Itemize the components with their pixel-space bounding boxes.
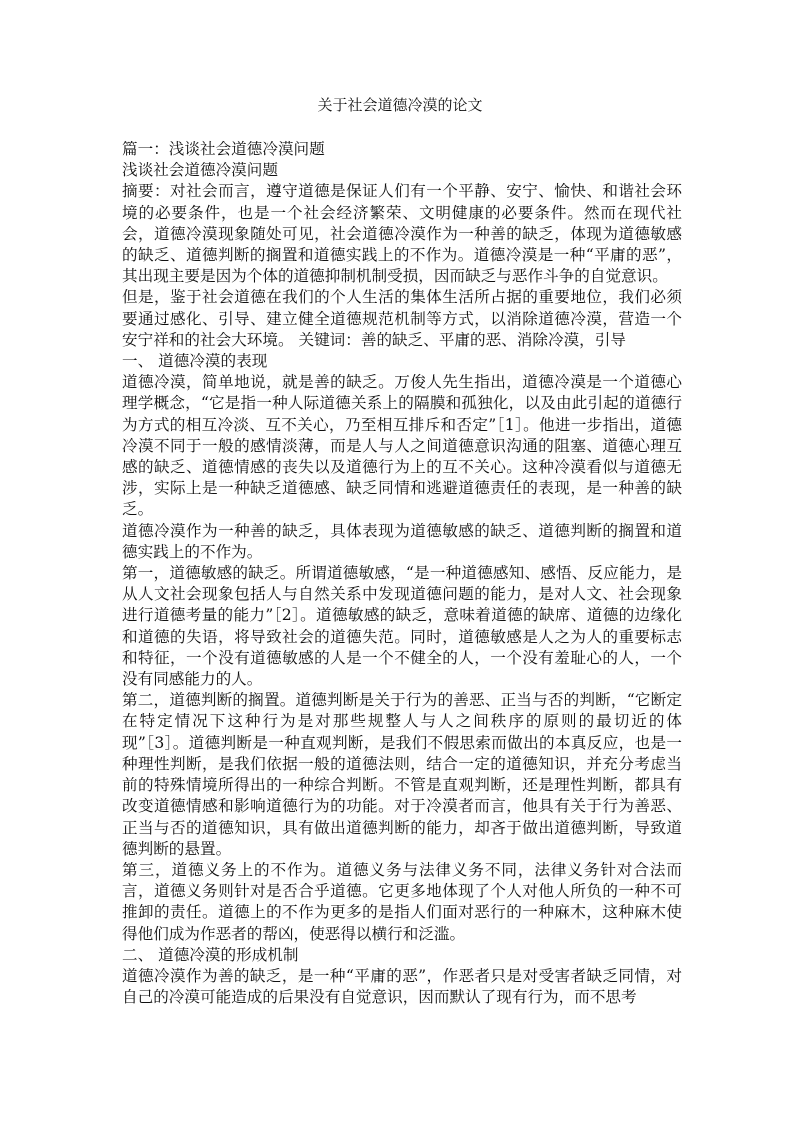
body-paragraph: 第一，道德敏感的缺乏。所谓道德敏感，“是一种道德感知、感悟、反应能力，是从人文社会现象包括人与自然关系中发现道德问题的能力，是对人文、社会现象进行道德考量的能力”［2］。道德敏感的缺乏，意味着道德的缺席、道德的边缘化和道德的失语，将导致社会的道德失范。同时，道德敏感是人之为人的重要标志和特征，一个没有道德敏感的人是一个不健全的人，一个没有羞耻心的人，一个没有同感能力的人。 [122, 564, 682, 689]
body-paragraph: 道德冷漠作为善的缺乏，是一种“平庸的恶”，作恶者只是对受害者缺乏同情，对自己的冷漠可能造成的后果没有自觉意识，因而默认了现有行为，而不思考 [122, 966, 682, 1007]
keywords-paragraph: 但是，鉴于社会道德在我们的个人生活的集体生活所占据的重要地位，我们必须要通过感化、引导、建立健全道德规范机制等方式，以消除道德冷漠，营造一个安宁祥和的社会大环境。 关键词：善的缺乏、平庸的恶、消除冷漠，引导 [122, 288, 682, 349]
article-heading: 浅谈社会道德冷漠问题 [122, 161, 278, 180]
body-paragraph: 道德冷漠作为一种善的缺乏，具体表现为道德敏感的缺乏、道德判断的搁置和道德实践上的不作为。 [122, 521, 682, 561]
section-heading: 篇一：浅谈社会道德冷漠问题 [122, 140, 325, 158]
subsection-heading-2: 二、 道德冷漠的形成机制 [122, 945, 299, 964]
abstract-paragraph: 摘要：对社会而言，遵守道德是保证人们有一个平静、安宁、愉快、和谐社会环境的必要条件，也是一个社会经济繁荣、文明健康的必要条件。然而在现代社会，道德冷漠现象随处可见，社会道德冷漠作为一种善的缺乏，体现为道德敏感的缺乏、道德判断的搁置和道德实践上的不作为。道德冷漠是一种“平庸的恶”，其出现主要是因为个体的道德抑制机制受损，因而缺乏与恶作斗争的自觉意识。 [122, 182, 682, 286]
document-body [122, 139, 682, 1008]
document-title: 关于社会道德冷漠的论文 [317, 96, 483, 114]
subsection-heading-1: 一、 道德冷漠的表现 [122, 352, 268, 371]
body-paragraph: 第三，道德义务上的不作为。道德义务与法律义务不同，法律义务针对合法而言，道德义务则针对是否合乎道德。它更多地体现了个人对他人所负的一种不可推卸的责任。道德上的不作为更多的是指人们面对恶行的一种麻木，这种麻木使得他们成为作恶者的帮凶，使恶得以横行和泛滥。 [122, 860, 682, 943]
body-paragraph: 道德冷漠，简单地说，就是善的缺乏。万俊人先生指出，道德冷漠是一个道德心理学概念，“它是指一种人际道德关系上的隔膜和孤独化，以及由此引起的道德行为方式的相互冷淡、互不关心，乃至相互排斥和否定”［1］。他进一步指出，道德冷漠不同于一般的感情淡薄，而是人与人之间道德意识沟通的阻塞、道德心理互感的缺乏、道德情感的丧失以及道德行为上的互不关心。这种冷漠看似与道德无涉，实际上是一种缺乏道德感、缺乏同情和逃避道德责任的表现，是一种善的缺乏。 [122, 373, 682, 519]
body-paragraph: 第二，道德判断的搁置。道德判断是关于行为的善恶、正当与否的判断，“它断定在特定情况下这种行为是对那些规整人与人之间秩序的原则的最切近的体现”［3］。道德判断是一种直观判断，是我们不假思索而做出的本真反应，也是一种理性判断，是我们依据一般的道德法则，结合一定的道德知识，并充分考虑当前的特殊情境所得出的一种综合判断。不管是直观判断，还是理性判断，都具有改变道德情感和影响道德行为的功能。对于冷漠者而言，他具有关于行为善恶、正当与否的道德知识，具有做出道德判断的能力，却吝于做出道德判断，导致道德判断的悬置。 [122, 691, 682, 858]
